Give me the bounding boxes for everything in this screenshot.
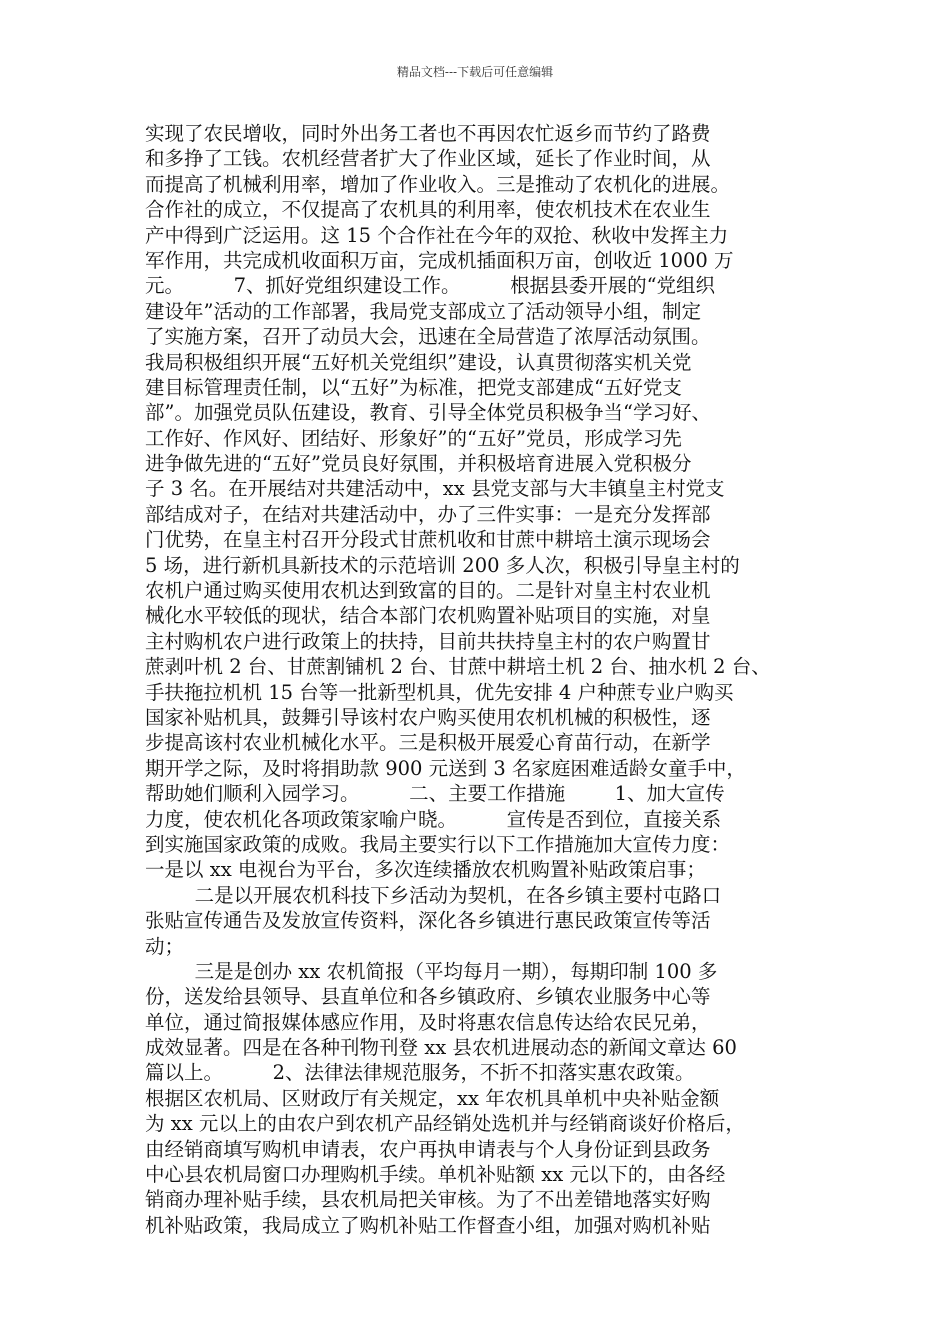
text-line: 部结成对子，在结对共建活动中，办了三件实事：一是充分发挥部	[145, 502, 711, 526]
text-line: 和多挣了工钱。农机经营者扩大了作业区域，延长了作业时间，从	[145, 147, 711, 171]
text-line: 一是以 xx 电视台为平台，多次连续播放农机购置补贴政策启事；	[145, 858, 706, 882]
text-line: 份，送发给县领导、县直单位和各乡镇政府、乡镇农业服务中心等	[145, 985, 711, 1009]
text-line: 为 xx 元以上的由农户到农机产品经销处选机并与经销商谈好价格后，	[145, 1112, 745, 1136]
text-line: 手扶拖拉机机 15 台等一批新型机具，优先安排 4 户种蔗专业户购买	[145, 680, 734, 704]
text-line: 合作社的成立，不仅提高了农机具的利用率，使农机技术在农业生	[145, 198, 711, 222]
page-header	[0, 64, 950, 80]
text-line: 建设年”活动的工作部署，我局党支部成立了活动领导小组，制定	[145, 299, 701, 323]
text-line: 动；	[145, 934, 185, 958]
text-line: 期开学之际，及时将捐助款 900 元送到 3 名家庭困难适龄女童手中，	[145, 756, 746, 780]
text-line: 国家补贴机具，鼓舞引导该村农户购买使用农机机械的积极性，逐	[145, 705, 711, 729]
text-line: 建目标管理责任制，以“五好”为标准，把党支部建成“五好党支	[145, 375, 682, 399]
header-text: 精品文档---下载后可任意编辑	[396, 65, 554, 79]
text-line: 进争做先进的“五好”党员良好氛围，并积极培育进展入党积极分	[145, 452, 692, 476]
text-line: 到实施国家政策的成败。我局主要实行以下工作措施加大宣传力度：	[145, 832, 731, 856]
text-line: 张贴宣传通告及发放宣传资料，深化各乡镇进行惠民政策宣传等活	[145, 909, 711, 933]
text-line: 销商办理补贴手续，县农机局把关审核。为了不出差错地落实好购	[145, 1188, 711, 1212]
text-line: 产中得到广泛运用。这 15 个合作社在今年的双抢、秋收中发挥主力	[145, 223, 729, 247]
text-line: 主村购机农户进行政策上的扶持，目前共扶持皇主村的农户购置甘	[145, 629, 711, 653]
text-line: 步提高该村农业机械化水平。三是积极开展爱心育苗行动，在新学	[145, 731, 711, 755]
text-line: 帮助她们顺利入园学习。 二、主要工作措施 1、加大宣传	[145, 782, 725, 806]
text-line: 成效显著。四是在各种刊物刊登 xx 县农机进展动态的新闻文章达 60	[145, 1036, 737, 1060]
text-line: 子 3 名。在开展结对共建活动中，xx 县党支部与大丰镇皇主村党支	[145, 477, 725, 501]
text-line: 实现了农民增收，同时外出务工者也不再因农忙返乡而节约了路费	[145, 122, 711, 145]
text-line: 军作用，共完成机收面积万亩，完成机插面积万亩，创收近 1000 万	[145, 248, 734, 272]
text-line: 元。 7、抓好党组织建设工作。 根据县委开展的“党组织	[145, 274, 716, 298]
text-line: 而提高了机械利用率，增加了作业收入。三是推动了农机化的进展。	[145, 172, 731, 196]
text-line: 蔗剥叶机 2 台、甘蔗割铺机 2 台、甘蔗中耕培土机 2 台、抽水机 2 台、	[145, 655, 771, 679]
text-line: 根据区农机局、区财政厅有关规定，xx 年农机具单机中央补贴金额	[145, 1086, 720, 1110]
text-line: 农机户通过购买使用农机达到致富的目的。二是针对皇主村农业机	[145, 579, 711, 603]
text-line: 由经销商填写购机申请表，农户再执申请表与个人身份证到县政务	[145, 1137, 711, 1161]
text-line: 机补贴政策，我局成立了购机补贴工作督查小组，加强对购机补贴	[145, 1213, 711, 1237]
text-line: 械化水平较低的现状，结合本部门农机购置补贴项目的实施，对皇	[145, 604, 711, 628]
text-line: 工作好、作风好、团结好、形象好”的“五好”党员，形成学习先	[145, 426, 682, 450]
text-line: 单位，通过简报媒体感应作用，及时将惠农信息传达给农民兄弟，	[145, 1010, 711, 1034]
text-line: 二是以开展农机科技下乡活动为契机，在各乡镇主要村屯路口	[145, 883, 722, 907]
text-line: 中心县农机局窗口办理购机手续。单机补贴额 xx 元以下的，由各经	[145, 1163, 726, 1187]
text-line: 篇以上。 2、法律法律规范服务，不折不扣落实惠农政策。	[145, 1061, 695, 1085]
text-line: 部”。加强党员队伍建设，教育、引导全体党员积极争当“学习好、	[145, 401, 711, 425]
text-line: 5 场，进行新机具新技术的示范培训 200 多人次，积极引导皇主村的	[145, 553, 740, 577]
text-line: 力度，使农机化各项政策家喻户晓。 宣传是否到位，直接关系	[145, 807, 722, 831]
text-line: 我局积极组织开展“五好机关党组织”建设，认真贯彻落实机关党	[145, 350, 692, 374]
text-line: 三是是创办 xx 农机简报（平均每月一期），每期印制 100 多	[145, 959, 718, 983]
document-body	[145, 121, 825, 1238]
text-line: 了实施方案，召开了动员大会，迅速在全局营造了浓厚活动氛围。	[145, 325, 711, 349]
text-line: 门优势，在皇主村召开分段式甘蔗机收和甘蔗中耕培土演示现场会	[145, 528, 711, 552]
